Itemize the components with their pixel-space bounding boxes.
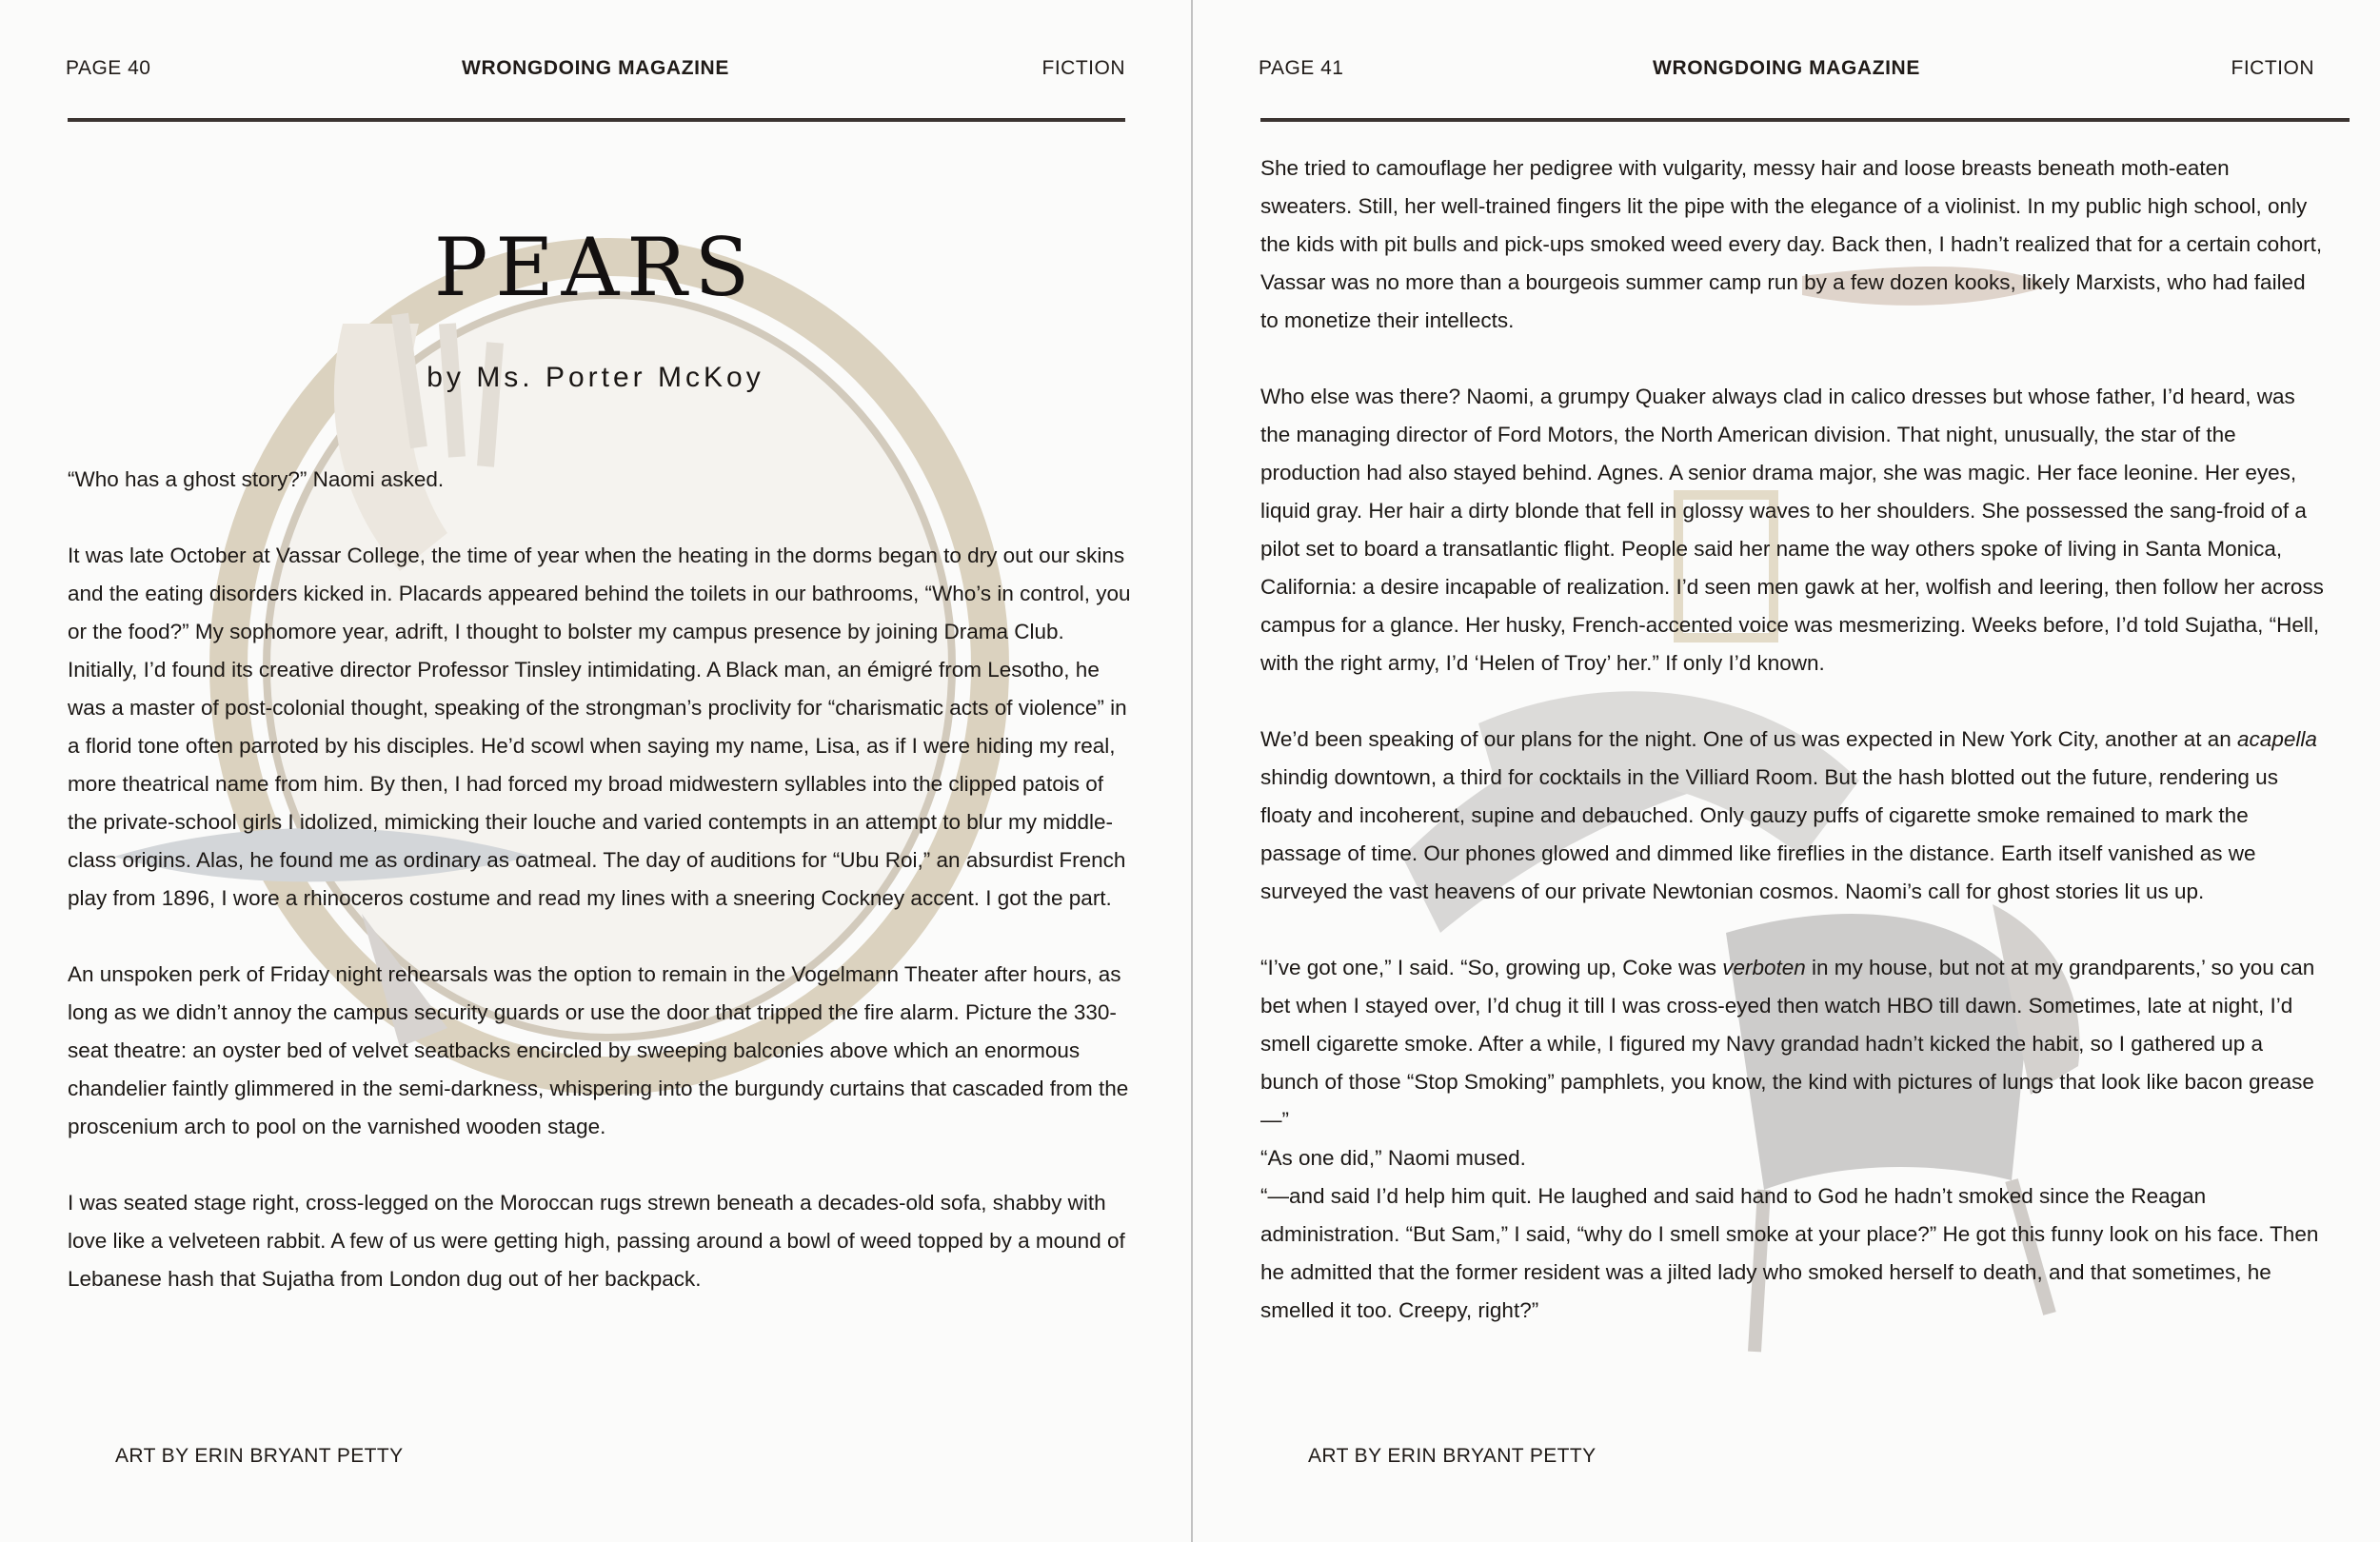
page-number: PAGE 41	[1259, 57, 1344, 79]
header-rule	[1260, 118, 2350, 122]
paragraph: “As one did,” Naomi mused.	[1260, 1146, 1526, 1170]
paragraph: An unspoken perk of Friday night rehearsals was the option to remain in the Vogelmann Theater after hours, as long as we didn’t annoy the campus security guards or use the door that tripped the fire alarm. Picture the 330-seat theatre: an oyster bed of velvet seatbacks encircled by sweeping balconies above which an enormous chandelier faintly glimmered in the semi-darkness, whispering into the burgundy curtains that cascaded from the proscenium arch to pool on the varnished wooden stage.	[68, 962, 1129, 1138]
page-number: PAGE 40	[66, 57, 151, 79]
paragraph	[1260, 949, 2327, 1139]
page-header	[1259, 57, 2314, 86]
paragraph-text: “I’ve got one,” I said. “So, growing up, Coke was	[1260, 956, 1723, 979]
paragraph: It was late October at Vassar College, the time of year when the heating in the dorms began to dry out our skins and the eating disorders kicked in. Placards appeared behind the toilets in our bathrooms, “Who’s in control, you or the food?” My sophomore year, adrift, I thought to bolster my campus presence by joining Drama Club. Initially, I’d found its creative director Professor Tinsley intimidating. A Black man, an émigré from Lesotho, he was a master of post-colonial thought, speaking of the strongman’s proclivity for “charismatic acts of violence” in a florid tone often parroted by his disciples. He’d scowl when saying my name, Lisa, as if I were hiding my real, more theatrical name from him. By then, I had forced my broad midwestern syllables into the clipped patois of the private-school girls I idolized, mimicking their louche and varied contempts in an attempt to blur my middle-class origins. Alas, he found me as ordinary as oatmeal. The day of auditions for “Ubu Roi,” an absurdist French play from 1896, I wore a rhinoceros costume and read my lines with a sneering Cockney accent. I got the part.	[68, 544, 1131, 910]
italic-term: acapella	[2237, 727, 2317, 751]
story-byline: by Ms. Porter McKoy	[426, 362, 764, 393]
magazine-name: WRONGDOING MAGAZINE	[462, 57, 729, 79]
section-label: FICTION	[2231, 57, 2314, 79]
paragraph-text: shindig downtown, a third for cocktails in the Villiard Room. But the hash blotted out the future, rendering us floaty and incoherent, supine and debauched. Only gauzy puffs of cigarette smoke remained to mark the passage of time. Our phones glowed and dimmed like fireflies in the distance. Earth itself vanished as we surveyed the vast heavens of our private Newtonian cosmos. Naomi’s call for ghost stories lit us up.	[1260, 765, 2278, 903]
art-credit: ART BY ERIN BRYANT PETTY	[1308, 1445, 1597, 1467]
italic-term: verboten	[1722, 956, 1806, 979]
page-right	[1193, 0, 2380, 1542]
paragraph-text: We’d been speaking of our plans for the night. One of us was expected in New York City, another at an	[1260, 727, 2238, 751]
paragraph: She tried to camouflage her pedigree with vulgarity, messy hair and loose breasts beneath moth-eaten sweaters. Still, her well-trained fingers lit the pipe with the elegance of a violinist. In my public high school, only the kids with pit bulls and pick-ups smoked weed every day. Back then, I hadn’t realized that for a certain cohort, Vassar was no more than a bourgeois summer camp run by a few dozen kooks, likely Marxists, who had failed to monetize their intellects.	[1260, 156, 2323, 332]
header-rule	[68, 118, 1125, 122]
section-label: FICTION	[1041, 57, 1125, 79]
story-body-left	[68, 461, 1134, 1336]
paragraph: Who else was there? Naomi, a grumpy Quaker always clad in calico dresses but whose father, I’d heard, was the managing director of Ford Motors, the North American division. That night, unusually, the star of the production had also stayed behind. Agnes. A senior drama major, she was magic. Her face leonine. Her eyes, liquid gray. Her hair a dirty blonde that fell in glossy waves to her shoulders. She possessed the sang-froid of a pilot set to board a transatlantic flight. People said her name the way others spoke of living in Santa Monica, California: a desire incapable of realization. I’d seen men gawk at her, wolfish and leering, then follow her across campus for a glance. Her husky, French-accented voice was mesmerizing. Weeks before, I’d told Sujatha, “Hell, with the right army, I’d ‘Helen of Troy’ her.” If only I’d known.	[1260, 385, 2324, 675]
magazine-name: WRONGDOING MAGAZINE	[1653, 57, 1920, 79]
paragraph: “Who has a ghost story?” Naomi asked.	[68, 467, 445, 491]
story-body-right	[1260, 149, 2327, 1330]
paragraph-text: in my house, but not at my grandparents,’ so you can bet when I stayed over, I’d chug it till I was cross-eyed then watch HBO till dawn. Sometimes, late at night, I’d smell cigarette smoke. After a while, I figured my Navy grandad hadn’t kicked the habit, so I gathered up a bunch of those “Stop Smoking” pamphlets, you know, the kind with pictures of lungs that look like bacon grease—”	[1260, 956, 2315, 1132]
paragraph	[1260, 721, 2327, 911]
paragraph: “—and said I’d help him quit. He laughed and said hand to God he hadn’t smoked since the Reagan administration. “But Sam,” I said, “why do I smell smoke at your place?” He got this funny look on his face. Then he admitted that the former resident was a jilted lady who smoked herself to death, and that sometimes, he smelled it too. Creepy, right?”	[1260, 1184, 2319, 1322]
story-title: PEARS	[433, 221, 758, 314]
page-header	[66, 57, 1125, 86]
paragraph: I was seated stage right, cross-legged on the Moroccan rugs strewn beneath a decades-old sofa, shabby with love like a velveteen rabbit. A few of us were getting high, passing around a bowl of weed topped by a mound of Lebanese hash that Sujatha from London dug out of her backpack.	[68, 1191, 1125, 1291]
art-credit: ART BY ERIN BRYANT PETTY	[115, 1445, 404, 1467]
